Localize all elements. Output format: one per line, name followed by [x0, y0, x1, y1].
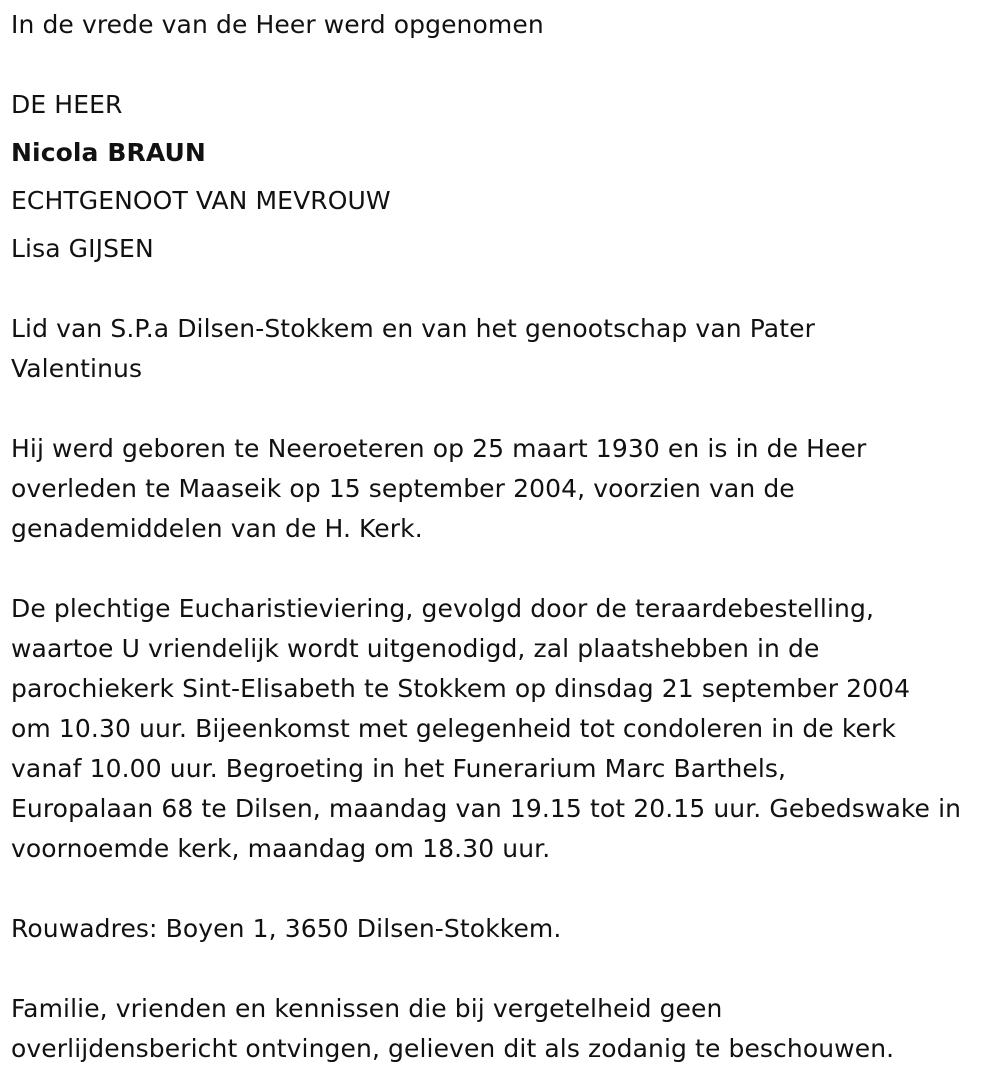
- spouse-title: ECHTGENOOT VAN MEVROUW: [11, 186, 391, 215]
- ceremony-line: Europalaan 68 te Dilsen, maandag van 19.15 tot 20.15 uur. Gebedswake in: [11, 794, 962, 823]
- closing-line: overlijdensbericht ontvingen, gelieven dit als zodanig te beschouwen.: [11, 1034, 895, 1063]
- ceremony-line: De plechtige Eucharistieviering, gevolgd door de teraardebestelling,: [11, 594, 874, 623]
- ceremony-line: om 10.30 uur. Bijeenkomst met gelegenheid tot condoleren in de kerk: [11, 714, 896, 743]
- membership-line: Lid van S.P.a Dilsen-Stokkem en van het genootschap van Pater: [11, 314, 815, 343]
- ceremony-line: waartoe U vriendelijk wordt uitgenodigd, zal plaatshebben in de: [11, 634, 820, 663]
- birth-death-line: overleden te Maaseik op 15 september 2004, voorzien van de: [11, 474, 795, 503]
- birth-death-line: Hij werd geboren te Neeroeteren op 25 maart 1930 en is in de Heer: [11, 434, 867, 463]
- ceremony-line: voornoemde kerk, maandag om 18.30 uur.: [11, 834, 551, 863]
- ceremony-line: vanaf 10.00 uur. Begroeting in het Funerarium Marc Barthels,: [11, 754, 787, 783]
- deceased-name: Nicola BRAUN: [11, 138, 206, 167]
- spouse-name: Lisa GIJSEN: [11, 234, 154, 263]
- closing-line: Familie, vrienden en kennissen die bij vergetelheid geen: [11, 994, 723, 1023]
- intro-line: In de vrede van de Heer werd opgenomen: [11, 10, 544, 39]
- birth-death-line: genademiddelen van de H. Kerk.: [11, 514, 423, 543]
- salutation: DE HEER: [11, 90, 123, 119]
- membership-line: Valentinus: [11, 354, 143, 383]
- mourning-address: Rouwadres: Boyen 1, 3650 Dilsen-Stokkem.: [11, 914, 562, 943]
- ceremony-line: parochiekerk Sint-Elisabeth te Stokkem op dinsdag 21 september 2004: [11, 674, 911, 703]
